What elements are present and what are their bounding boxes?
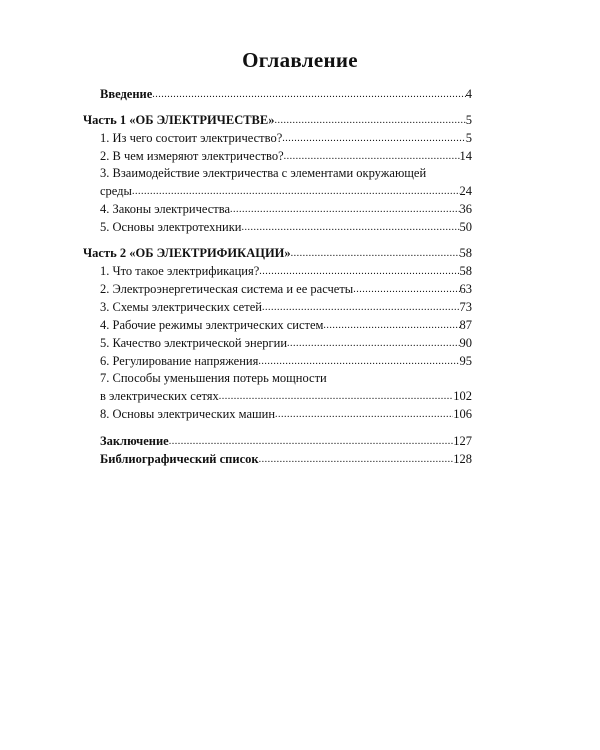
dot-leader	[152, 85, 465, 103]
toc-entry-label: 1. Из чего состоит электричество?	[100, 131, 283, 145]
toc-entry[interactable]	[83, 147, 472, 165]
toc-page-number: 58	[459, 246, 472, 260]
toc-part-2-heading[interactable]	[83, 244, 472, 262]
dot-leader	[275, 405, 453, 423]
toc-entry[interactable]	[83, 200, 472, 218]
toc-entry[interactable]	[83, 352, 472, 370]
toc-entry-label: Заключение	[100, 434, 169, 448]
dot-leader	[282, 129, 465, 147]
toc-page-number: 87	[459, 318, 472, 332]
toc-page-number: 73	[459, 300, 472, 314]
toc-page-number: 58	[459, 264, 472, 278]
dot-leader	[259, 450, 454, 468]
toc-entry[interactable]	[83, 387, 472, 405]
table-of-contents	[83, 85, 472, 468]
toc-entry-label-line1[interactable]: 7. Способы уменьшения потерь мощности	[100, 371, 327, 385]
toc-page-number: 14	[459, 149, 472, 163]
toc-entry-label-line2: среды	[100, 184, 132, 198]
toc-page-number: 4	[465, 87, 472, 101]
page-title: Оглавление	[242, 48, 358, 72]
toc-entry[interactable]	[83, 316, 472, 334]
toc-page-number: 5	[465, 131, 472, 145]
toc-entry-label: 3. Схемы электрических сетей	[100, 300, 262, 314]
toc-entry-label: 8. Основы электрических машин	[100, 407, 276, 421]
toc-page-number: 95	[459, 354, 472, 368]
toc-part-1-heading[interactable]	[83, 111, 472, 129]
toc-page-number: 106	[453, 407, 472, 421]
toc-entry[interactable]	[83, 218, 472, 236]
dot-leader	[259, 262, 459, 280]
toc-entry-label: 2. В чем измеряют электричество?	[100, 149, 284, 163]
toc-page-number: 5	[465, 113, 472, 127]
dot-leader	[353, 280, 459, 298]
dot-leader	[262, 298, 460, 316]
toc-entry-label: 6. Регулирование напряжения	[100, 354, 259, 368]
dot-leader	[275, 111, 466, 129]
dot-leader	[287, 334, 459, 352]
toc-page-number: 63	[459, 282, 472, 296]
toc-page-number: 127	[453, 434, 472, 448]
toc-entry[interactable]	[83, 405, 472, 423]
toc-entry-bibliography[interactable]	[83, 450, 472, 468]
toc-entry-label: Введение	[100, 87, 153, 101]
toc-page-number: 128	[453, 452, 472, 466]
dot-leader	[132, 182, 460, 200]
dot-leader	[291, 244, 460, 262]
toc-entry-label: 5. Основы электротехники	[100, 220, 242, 234]
toc-entry[interactable]	[83, 262, 472, 280]
toc-entry-label-line1[interactable]: 3. Взаимодействие электричества с элементами окружающей	[100, 166, 427, 180]
dot-leader	[323, 316, 459, 334]
dot-leader	[169, 432, 454, 450]
toc-entry-label: 1. Что такое электрификация?	[100, 264, 260, 278]
toc-entry-label: 4. Законы электричества	[100, 202, 231, 216]
dot-leader	[230, 200, 459, 218]
toc-entry[interactable]	[83, 298, 472, 316]
dot-leader	[241, 218, 459, 236]
toc-page-number: 24	[459, 184, 472, 198]
toc-entry[interactable]	[83, 334, 472, 352]
dot-leader	[219, 387, 453, 405]
toc-page-number: 36	[459, 202, 472, 216]
toc-entry-label: Библиографический список	[100, 452, 259, 466]
toc-entry-label: 5. Качество электрической энергии	[100, 336, 288, 350]
toc-page-number: 50	[459, 220, 472, 234]
toc-entry-conclusion[interactable]	[83, 432, 472, 450]
toc-page-number: 102	[453, 389, 472, 403]
toc-entry-label: 2. Электроэнергетическая система и ее расчеты	[100, 282, 354, 296]
dot-leader	[284, 147, 460, 165]
toc-entry[interactable]	[83, 280, 472, 298]
toc-entry[interactable]	[83, 182, 472, 200]
toc-entry-label: Часть 2 «ОБ ЭЛЕКТРИФИКАЦИИ»	[83, 246, 291, 260]
toc-entry-label: Часть 1 «ОБ ЭЛЕКТРИЧЕСТВЕ»	[83, 113, 275, 127]
toc-entry-label-line2: в электрических сетях	[100, 389, 219, 403]
toc-entry-intro[interactable]	[83, 85, 472, 103]
toc-entry[interactable]	[83, 129, 472, 147]
toc-entry-label: 4. Рабочие режимы электрических систем	[100, 318, 324, 332]
dot-leader	[258, 352, 459, 370]
toc-page-number: 90	[459, 336, 472, 350]
